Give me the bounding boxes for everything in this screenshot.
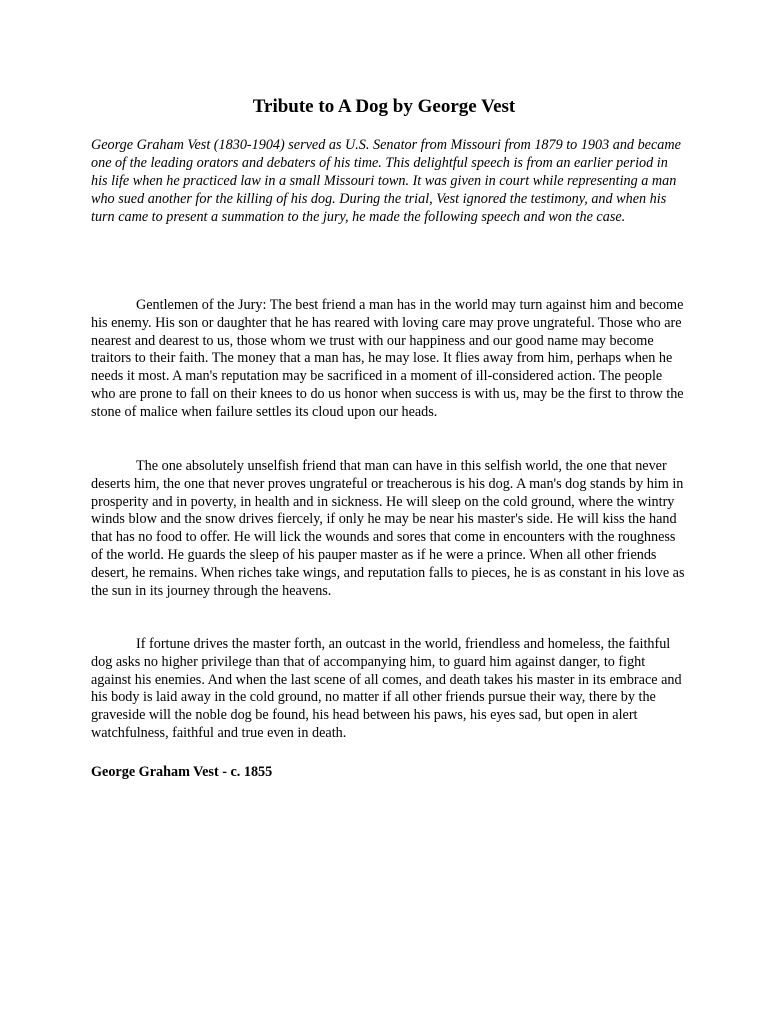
signature-line: George Graham Vest - c. 1855 xyxy=(91,764,273,780)
page-title: Tribute to A Dog by George Vest xyxy=(252,96,516,117)
intro-paragraph: George Graham Vest (1830-1904) served as U.S. Senator from Missouri from 1879 to 1903 and became one of the leading orators and debaters of his time. This delightful speech is from an earlier period in his life when he practiced law in a small Missouri town. It was given in court while representing a man who sued another for the killing of his dog. During the trial, Vest ignored the testimony, and when his turn came to present a summation to the jury, he made the following speech and won the case. xyxy=(91,137,681,225)
speech-paragraph-1: Gentlemen of the Jury: The best friend a man has in the world may turn against him and become his enemy. His son or daughter that he has reared with loving care may prove ungrateful. Those who are nearest and dearest to us, those whom we trust with our happiness and our good name may become traitors to their faith. The money that a man has, he may lose. It flies away from him, perhaps when he needs it most. A man's reputation may be sacrificed in a moment of ill-considered action. The people who are prone to fall on their knees to do us honor when success is with us, may be the first to throw the stone of malice when failure settles its cloud upon our heads. xyxy=(91,297,684,420)
speech-paragraph-3: If fortune drives the master forth, an outcast in the world, friendless and homeless, the faithful dog asks no higher privilege than that of accompanying him, to guard him against danger, to fight against his enemies. And when the last scene of all comes, and death takes his master in its embrace and his body is laid away in the cold ground, no matter if all other friends pursue their way, there by the graveside will the noble dog be found, his head between his paws, his eyes sad, but open in alert watchfulness, faithful and true even in death. xyxy=(91,636,682,741)
speech-paragraph-2: The one absolutely unselfish friend that man can have in this selfish world, the one that never deserts him, the one that never proves ungrateful or treacherous is his dog. A man's dog stands by him in prosperity and in poverty, in health and in sickness. He will sleep on the cold ground, where the wintry winds blow and the snow drives fiercely, if only he may be near his master's side. He will kiss the hand that has no food to offer. He will lick the wounds and sores that come in encounters with the roughness of the world. He guards the sleep of his pauper master as if he were a prince. When all other friends desert, he remains. When riches take wings, and reputation falls to pieces, he is as constant in his love as the sun in its journey through the heavens. xyxy=(91,458,685,599)
